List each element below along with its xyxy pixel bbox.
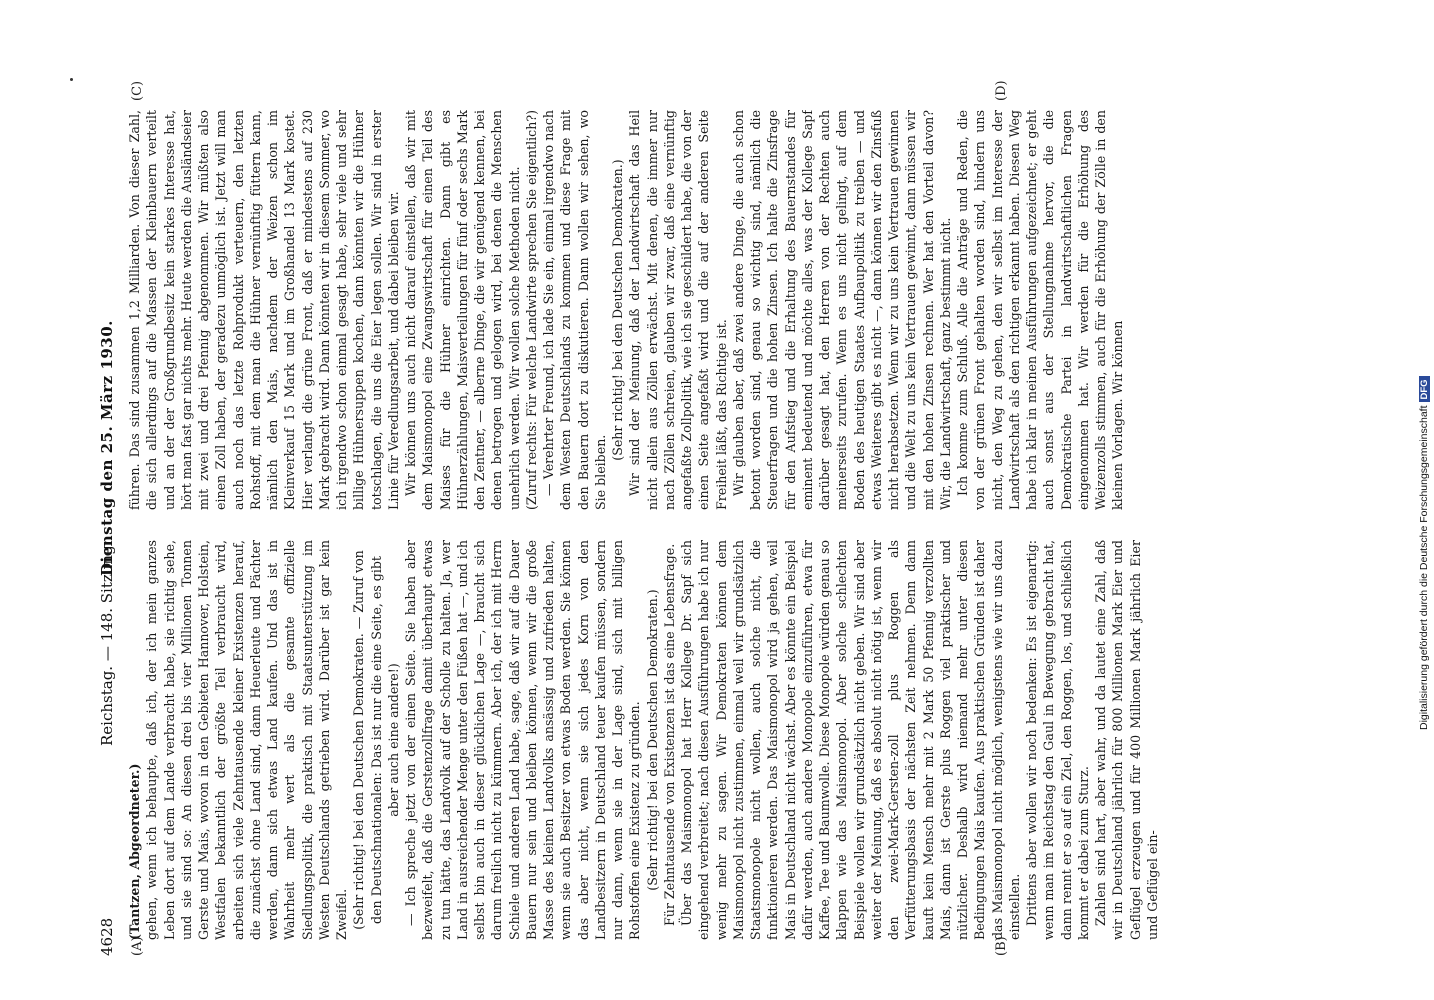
paragraph: — Verehrter Freund, ich lade Sie ein, einmal irgendwo nach dem Westen Deutschlands zu kommen und diese Frage mit den Bauern dort zu diskutieren. Dann wollen wir sehen, wo Sie bleiben.	[541, 110, 608, 510]
speaker-line: (Tantzen, Abgeordneter.)	[127, 763, 142, 940]
paragraph: Wir glauben aber, daß zwei andere Dinge, die auch schon betont worden sind, genau so wichtig sind, nämlich die Steuerfragen und die hohen Zinsen. Ich halte die Zinsfrage für den Aufstieg und die Erhaltung des Bauernstandes für eminent bedeutend und möchte alles, was der Kollege Sapf darüber gesagt hat, den Herren von der Rechten auch meinerseits zurufen. Wenn es uns nicht gelingt, auf dem Boden des heutigen Staates Aufbaupolitik zu treiben — und etwas Weiteres gibt es nicht —, dann können wir den Zinsfuß nicht herabsetzen. Wenn wir zu uns kein Vertrauen gewinnen und die Welt zu uns kein Vertrauen gewinnt, dann müssen wir mit den hohen Zinsen rechnen. Wer hat den Vorteil davon? Wir, die Landwirtschaft, ganz bestimmt nicht.	[730, 110, 953, 510]
document-page	[94, 80, 1359, 956]
paragraph: Über das Maismonopol hat Herr Kollege Dr. Sapf sich eingehend verbreitet; nach diesen Ausführungen habe ich nur wenig mehr zu sagen. Wir Demokraten können dem Maismonopol nicht zustimmen, einmal weil wir grundsätzlich Staatsmonopole nicht wollen, auch solche nicht, die funktionieren werden. Das Maismonopol wird ja gehen, weil Mais in Deutschland nicht wächst. Aber es könnte ein Beispiel dafür werden, auch andere Monopole einzuführen, etwa für Kaffee, Tee und Baumwolle. Diese Monopole würden genau so klappen wie das Maismonopol. Aber solche schlechten Beispiele wollen wir grundsätzlich nicht geben. Wir sind aber weiter der Meinung, daß es absolut nicht nötig ist, wenn wir den zwei-Mark-Gersten-zoll plus Roggen als Verfütterungsbasis der nächsten Zeit nehmen. Denn dann kauft kein Mensch mehr mit 2 Mark 50 Pfennig verzollten Mais, dann ist Gerste plus Roggen viel praktischer und nützlicher. Deshalb wird niemand mehr unter diesen Bedingungen Mais kaufen. Aus praktischen Gründen ist daher das Maismonopol nicht möglich, wenigstens wie wir uns dazu einstellen.	[679, 540, 1022, 940]
scan-speck	[70, 78, 73, 81]
interjection: (Sehr richtig! bei den Deutschen Demokraten.)	[610, 159, 625, 461]
credit-text: Digitalisierung gefördert durch die Deutsche Forschungsgemeinschaft	[1418, 405, 1430, 730]
header-right-title: Dienstag den 25. März 1930.	[98, 320, 116, 576]
page-number: 4628	[98, 917, 116, 956]
paragraph: Zahlen sind hart, aber wahr, und da lautet eine Zahl, daß wir in Deutschland jährlich für 800 Millionen Mark Eier und Geflügel erzeugen und für 400 Millionen Mark jährlich Eier und Geflügel ein-	[1093, 540, 1160, 940]
paragraph: gehen, wenn ich behaupte, daß ich, der ich mein ganzes Leben dort auf dem Lande verbracht habe, sie richtig sehe, und sie sind so: An diesen drei bis vier Millionen Tonnen Gerste und Mais, wovon in den Gebieten Hannover, Holstein, Westfalen bekanntlich der größte Teil verbraucht wird, arbeiten sich viele Zehntausende kleiner Existenzen herauf, die zunächst ohne Land sind, dann Heuerleute und Pächter werden, dann sich etwas Land kaufen. Und das ist in Wahrheit mehr wert als die gesamte offizielle Siedlungspolitik, die praktisch mit Staatsunterstützung im Westen Deutschlands getrieben wird. Darüber ist gar kein Zweifel.	[144, 540, 349, 940]
paragraph: Für Zehntausende von Existenzen ist das eine Lebensfrage.	[661, 543, 677, 926]
page-header	[94, 86, 122, 956]
margin-marker-a: (A)	[130, 936, 145, 956]
paragraph: Ich komme zum Schluß. Alle die Anträge und Reden, die von der grünen Front gehalten worden sind, hindern uns nicht, den Weg zu gehen, den wir selbst im Interesse der Landwirtschaft als den richtigen erkannt haben. Diesen Weg habe ich klar in meinen Ausführungen aufgezeichnet; er geht auch sonst aus der Stellungnahme hervor, die die Demokratische Partei in landwirtschaftlichen Fragen eingenommen hat. Wir werden für die Erhöhung des Weizenzolls stimmen, auch für die Erhöhung der Zölle in den kleinen Vorlagen. Wir können	[955, 110, 1126, 510]
margin-marker-d: (D)	[994, 80, 1009, 101]
left-text-column	[126, 540, 1351, 940]
paragraph: — Ich spreche jetzt von der einen Seite. Sie haben aber bezweifelt, daß die Gerstenzollfrage damit überhaupt etwas zu tun hätte, das Landvolk auf der Scholle zu halten. Ja, wer Land in ausreichender Menge unter den Füßen hat —, und ich selbst bin auch in dieser glücklichen Lage —, braucht sich darum freilich nicht zu kümmern. Aber ich, der ich mit Herrn Schiele und anderen Land habe, sage, daß wir auf die Dauer Bauern nur sein und bleiben können, wenn wir die große Masse des kleinen Landvolks ansässig und zufrieden halten, wenn sie auch Besitzer von etwas Boden werden. Sie können das aber nicht, wenn sie sich jedes Korn von den Landbesitzern in Deutschland teuer kaufen müssen, sondern nur dann, wenn sie in der Lage sind, sich mit billigen Rohstoffen eine Existenz zu gründen.	[403, 540, 643, 940]
margin-marker-b: (B)	[994, 936, 1009, 956]
digitization-credit	[1412, 10, 1432, 730]
paragraph: Wir sind der Meinung, daß der Landwirtschaft das Heil nicht allein aus Zöllen erwächst. Mit denen, die immer nur nach Zöllen schreien, glauben wir zwar, daß eine vernünftig angefaßte Zollpolitik, wie ich sie geschildert habe, die von der einen Seite angefaßt wird und die auf der anderen Seite Freiheit läßt, das Richtige ist.	[627, 110, 729, 510]
paragraph: Wir können uns auch nicht darauf einstellen, daß wir mit dem Maismonopol eine Zwangswirtschaft für einen Teil des Maises für die Hühner einrichten. Dann gibt es Hühnerzählungen, Maisverteilungen für fünf oder sechs Mark den Zentner, — alberne Dinge, die wir genügend kennen, bei denen betrogen und gelogen wird, bei denen die Menschen unehrlich werden. Wir wollen solche Methoden nicht.	[403, 110, 522, 510]
header-left-title: Reichstag. — 148. Sitzung.	[98, 540, 116, 746]
paragraph: Drittens aber wollen wir noch bedenken: Es ist eigenartig: wenn man im Reichstag den Gaul in Bewegung gebracht hat, dann rennt er so auf ein Ziel, den Roggen, los, und schließlich kommt er dabei zum Sturz.	[1024, 540, 1091, 940]
margin-marker-c: (C)	[130, 80, 145, 101]
interjection: (Sehr richtig! bei den Deutschen Demokraten. — Zuruf von den Deutschnationalen: Das ist nur die eine Seite, es gibt aber auch eine andere!)	[351, 550, 401, 930]
dfg-logo-badge: DFG	[1419, 376, 1430, 402]
right-text-column	[126, 110, 1351, 510]
interjection: (Zuruf rechts: Für welche Landwirte sprechen Sie eigentlich?)	[523, 110, 539, 510]
interjection: (Sehr richtig! bei den Deutschen Demokraten.)	[644, 589, 660, 891]
paragraph: führen. Das sind zusammen 1,2 Milliarden. Von dieser Zahl, die sich allerdings auf die Massen der Kleinbauern verteilt und an der der Großgrundbesitz kein starkes Interesse hat, hört man fast gar nichts mehr. Heute werden die Ausländseier mit zwei und drei Pfennig abgenommen. Wir müßten also einen Zoll haben, der geradezu unmöglich ist. Jetzt will man auch noch das letzte Rohprodukt verteuern, den letzten Rohstoff, mit dem man die Hühner vernünftig füttern kann, nämlich den Mais, nachdem der Weizen schon im Kleinverkauf 15 Mark und im Großhandel 13 Mark kostet. Hier verlangt die grüne Front, daß er mindestens auf 230 Mark gebracht wird. Dann könnten wir in diesem Sommer, wo ich irgendwo schon einmal gesagt habe, sehr viele und sehr billige Hühnersuppen kochen, dann könnten wir die Hühner totschlagen, die uns die Eier legen sollen. Wir sind in erster Linie für Veredlungsarbeit, und dabei bleiben wir.	[127, 110, 401, 510]
